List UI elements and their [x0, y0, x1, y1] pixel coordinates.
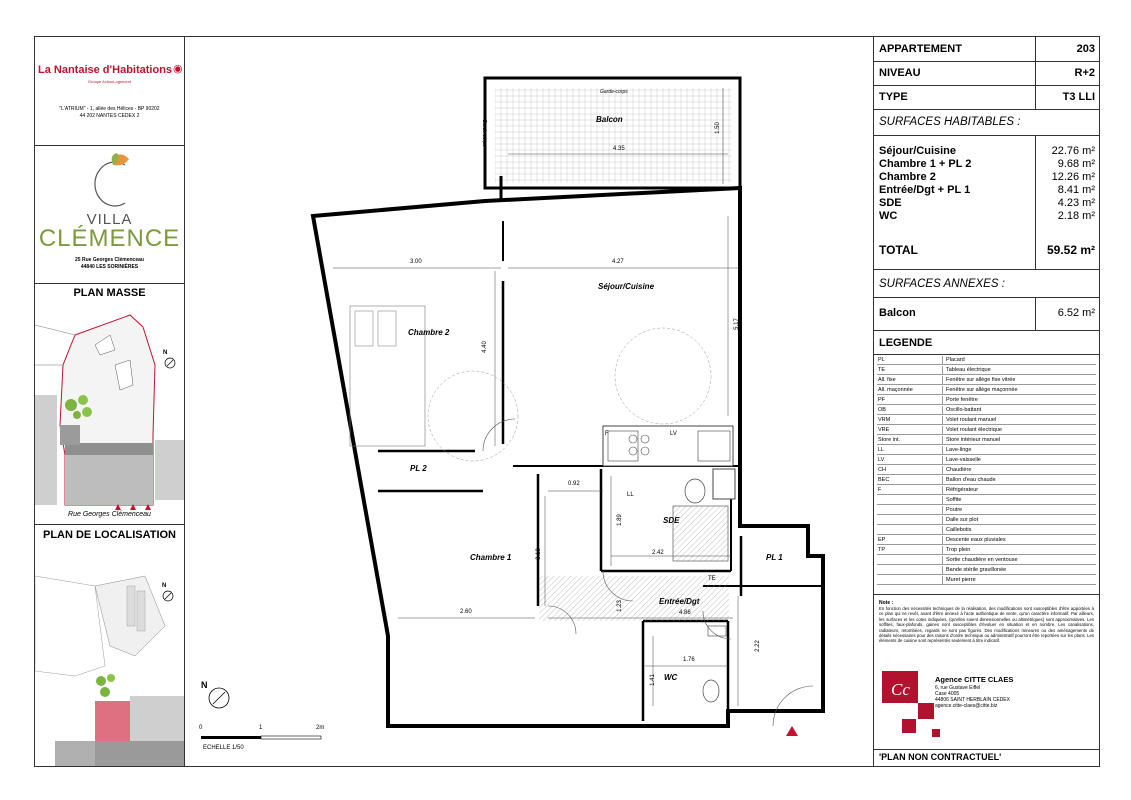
panel-label: TE [708, 576, 716, 582]
row-appartement [874, 37, 1099, 62]
room-wc: WC [664, 673, 678, 682]
row-type [874, 85, 1099, 110]
legend-row [877, 506, 1096, 515]
dim-1-76: 1.76 [683, 657, 695, 663]
agency-line: agence.citte-claes@citte.biz [935, 703, 998, 709]
row-surfaces-annexes [874, 269, 1099, 298]
room-name: SDE [879, 197, 902, 209]
dim-4-35: 4.35 [613, 146, 625, 152]
project-name-2: CLÉMENCE [38, 225, 181, 252]
legende-title: LEGENDE [879, 337, 933, 349]
scale-one: 1 [259, 725, 263, 731]
room-pl2: PL 2 [410, 464, 427, 473]
scale-zero: 0 [199, 725, 203, 731]
room-name: Séjour/Cuisine [879, 145, 957, 157]
legend-desc: Sortie chaudière en ventouse [946, 557, 1018, 563]
legend-desc: Descente eaux pluviales [946, 537, 1006, 543]
scale-two: 2m [316, 725, 325, 731]
dim-4-40: 4.40 [481, 341, 488, 353]
legend-row [877, 366, 1096, 375]
footer-row [874, 749, 1099, 766]
row-surfaces-habitables [874, 109, 1099, 136]
plan-localisation-north: N [162, 583, 167, 589]
legend-list [874, 356, 1099, 588]
legend-row [877, 456, 1096, 465]
project-block [35, 145, 184, 284]
plan-masse-north: N [163, 350, 168, 356]
balcon-value: 6.52 m² [1057, 307, 1095, 319]
legend-code: LV [878, 457, 885, 463]
legend-row [877, 576, 1096, 585]
balcon-label: Balcon [879, 307, 916, 319]
agency-line: 44806 SAINT HERBLAIN CEDEX [935, 697, 1010, 703]
plan-localisation-block [35, 546, 184, 766]
client-block [35, 37, 184, 146]
room-chambre-2: Chambre 2 [408, 328, 450, 337]
legend-row [877, 376, 1096, 385]
legend-code: VRE [878, 427, 890, 433]
legend-row [877, 436, 1096, 445]
client-logo-text: La Nantaise d'Habitations [38, 64, 173, 76]
legend-desc: Fenêtre sur allège maçonnée [946, 387, 1018, 393]
legend-desc: Poutre [946, 507, 963, 513]
legend-code: CH [878, 467, 886, 473]
washer-label: LL [627, 492, 634, 498]
dim-5-17: 5.17 [733, 318, 740, 330]
legend-row [877, 486, 1096, 495]
legend-code: LL [878, 447, 885, 453]
niveau-value: R+2 [1074, 67, 1095, 79]
appartement-value: 203 [1076, 43, 1095, 55]
project-logo-icon [85, 153, 135, 213]
appartement-label: APPARTEMENT [879, 43, 962, 55]
dim-1-89: 1.89 [616, 514, 623, 526]
legend-row [877, 536, 1096, 545]
legend-desc: Ballon d'eau chaude [946, 477, 996, 483]
project-name-1: VILLA [86, 211, 133, 228]
legend-row [877, 426, 1096, 435]
note-title: Note : [879, 600, 894, 606]
room-area: 8.41 m² [1057, 184, 1095, 196]
room-area: 12.26 m² [1051, 171, 1095, 183]
legend-desc: Trop plein [946, 547, 971, 553]
legend-desc: Lave-vaisselle [946, 457, 981, 463]
dim-4-86: 4.86 [679, 610, 691, 616]
legend-desc: Bande stérile gravillonée [946, 567, 1007, 573]
legend-row [877, 396, 1096, 405]
legend-row [877, 556, 1096, 565]
client-logo-icon: ◉ [173, 63, 183, 75]
legend-desc: Volet roulant électrique [946, 427, 1002, 433]
plan-localisation-header [35, 524, 184, 547]
legend-code: F [878, 487, 882, 493]
room-name: WC [879, 210, 898, 222]
legend-row [877, 546, 1096, 555]
dim-1-50: 1.50 [714, 122, 721, 134]
garde-corps-label-v: Garde-corps [480, 119, 487, 147]
legend-desc: Caillebotis [946, 527, 972, 533]
legend-code: PF [878, 397, 886, 403]
type-value: T3 LLI [1062, 91, 1095, 103]
client-group: Groupe ActionLogement [87, 79, 132, 84]
legend-row [877, 476, 1096, 485]
garde-corps-label: Garde-corps [600, 89, 628, 95]
plan-masse-header [35, 283, 184, 306]
type-label: TYPE [879, 91, 908, 103]
legend-code: OB [878, 407, 886, 413]
legend-desc: Réfrigérateur [946, 487, 979, 493]
left-panel [34, 36, 185, 767]
legend-code: EP [878, 537, 886, 543]
plan-masse-block [35, 305, 184, 525]
total-value: 59.52 m² [1046, 243, 1095, 257]
room-entree: Entrée/Dgt [659, 597, 700, 606]
scale-label: ECHELLE 1/50 [203, 745, 244, 751]
legend-code: TE [878, 367, 886, 373]
legend-code: TP [878, 547, 886, 553]
dim-2-22: 2.22 [754, 640, 761, 652]
room-balcon: Balcon [596, 115, 623, 124]
plan-masse-map [35, 305, 184, 524]
dim-3-00: 3.00 [410, 259, 422, 265]
room-chambre-1: Chambre 1 [470, 553, 512, 562]
agency-name: Agence CITTE CLAES [935, 675, 1014, 684]
plan-non-contractuel: 'PLAN NON CONTRACTUEL' [879, 752, 1002, 762]
plan-north-label: N [201, 680, 208, 690]
notes-block [874, 594, 1099, 750]
room-name: Entrée/Dgt + PL 1 [879, 184, 971, 196]
room-area: 4.23 m² [1057, 197, 1095, 209]
room-area: 2.18 m² [1057, 210, 1095, 222]
legend-desc: Volet roulant manuel [946, 417, 997, 423]
room-pl1: PL 1 [766, 553, 783, 562]
legend-desc: Muret pierre [946, 577, 976, 583]
legend-desc: Porte fenêtre [946, 397, 978, 403]
legend-desc: Fenêtre sur allège fixe vitrée [946, 377, 1016, 383]
room-sde: SDE [663, 516, 680, 525]
room-sejour-cuisine: Séjour/Cuisine [598, 282, 655, 291]
rooms-block [874, 135, 1099, 270]
agency-line: Case 4005 [935, 691, 960, 697]
legend-row [877, 356, 1096, 365]
legend-block [874, 330, 1099, 595]
legend-code: All. maçonnée [878, 387, 913, 393]
legend-row [877, 466, 1096, 475]
agency-line: 6, rue Gustave Eiffel [935, 685, 981, 691]
legend-row [877, 496, 1096, 505]
agency-logo-text: Cc [891, 680, 910, 699]
row-balcon [874, 297, 1099, 331]
street-label: Rue Georges Clémenceau [68, 511, 151, 518]
client-address-1: "L'ATRIUM" - 1, allée des Hélices - BP 90202 [59, 106, 160, 112]
legend-desc: Oscillo-battant [946, 407, 982, 413]
legend-desc: Store intérieur manuel [946, 437, 1001, 443]
dim-2-60: 2.60 [460, 609, 472, 615]
project-address-1: 25 Rue Georges Clémenceau [75, 257, 144, 263]
total-label: TOTAL [879, 243, 918, 257]
surfaces-annexes-title: SURFACES ANNEXES : [879, 278, 1005, 290]
note-text: En fonction des nécessités techniques de la réalisation, des modifications sont susceptibles d'être apportées à ce plan qui ne revêt, avant d'être annexé à l'acte authentique de vente, qu'un caractère informatif. Par ailleurs, les surfaces et les cotes indiquées, (qu'elles soient dimensionnelles ou altimétriques) sont approximatives. Les soffites, faux-plafonds, gaines sont susceptibles d'évoluer en situation et en nombre. Les canalisations, radiateurs, retombées, regards ne sont pas figurés. Des modifications mineures ou des aménagements de détails nécessaires pour des raisons d'ordre technique ou administratif pourront être reportées sur les plans. Les éléments de cuisine sont représentés seulement à titre indicatif. [879, 606, 1094, 644]
surfaces-habitables-title: SURFACES HABITABLES : [879, 116, 1021, 128]
info-table [873, 36, 1100, 767]
legend-row [877, 566, 1096, 575]
legend-code: PL [878, 357, 885, 363]
legend-code: BEC [878, 477, 890, 483]
dishwasher-label: LV [670, 431, 677, 437]
room-area: 22.76 m² [1051, 145, 1095, 157]
legend-row [877, 516, 1096, 525]
legend-desc: Lave-linge [946, 447, 972, 453]
dim-1-23: 1.23 [616, 600, 623, 612]
room-area: 9.68 m² [1057, 158, 1095, 170]
dim-2-42: 2.42 [652, 550, 664, 556]
niveau-label: NIVEAU [879, 67, 921, 79]
legend-desc: Tableau électrique [946, 367, 991, 373]
floor-plan [183, 36, 873, 765]
plan-localisation-title: PLAN DE LOCALISATION [42, 529, 176, 541]
legend-code: All. fixe [878, 377, 896, 383]
client-address-2: 44 202 NANTES CEDEX 2 [79, 113, 140, 119]
legend-code: Store int. [878, 437, 901, 443]
fridge-label: F [605, 431, 609, 437]
legend-row [877, 446, 1096, 455]
legend-desc: Chaudière [946, 467, 972, 473]
legend-row [877, 526, 1096, 535]
legend-desc: Placard [946, 357, 965, 363]
legend-row [877, 406, 1096, 415]
dim-4-27: 4.27 [612, 259, 624, 265]
plan-localisation-map [35, 546, 184, 766]
room-name: Chambre 2 [879, 171, 936, 183]
dim-1-41: 1.41 [649, 674, 656, 686]
dim-0-92: 0.92 [568, 481, 580, 487]
legend-code: VRM [878, 417, 891, 423]
dim-3-18: 3.18 [535, 548, 542, 560]
room-name: Chambre 1 + PL 2 [879, 158, 972, 170]
row-niveau [874, 61, 1099, 86]
legend-desc: Soffite [946, 497, 962, 503]
project-address-2: 44840 LES SORINIÈRES [80, 264, 139, 270]
legend-row [877, 386, 1096, 395]
legend-row [877, 416, 1096, 425]
legend-desc: Dalle sur plot [946, 517, 979, 523]
plan-masse-title: PLAN MASSE [73, 287, 146, 299]
